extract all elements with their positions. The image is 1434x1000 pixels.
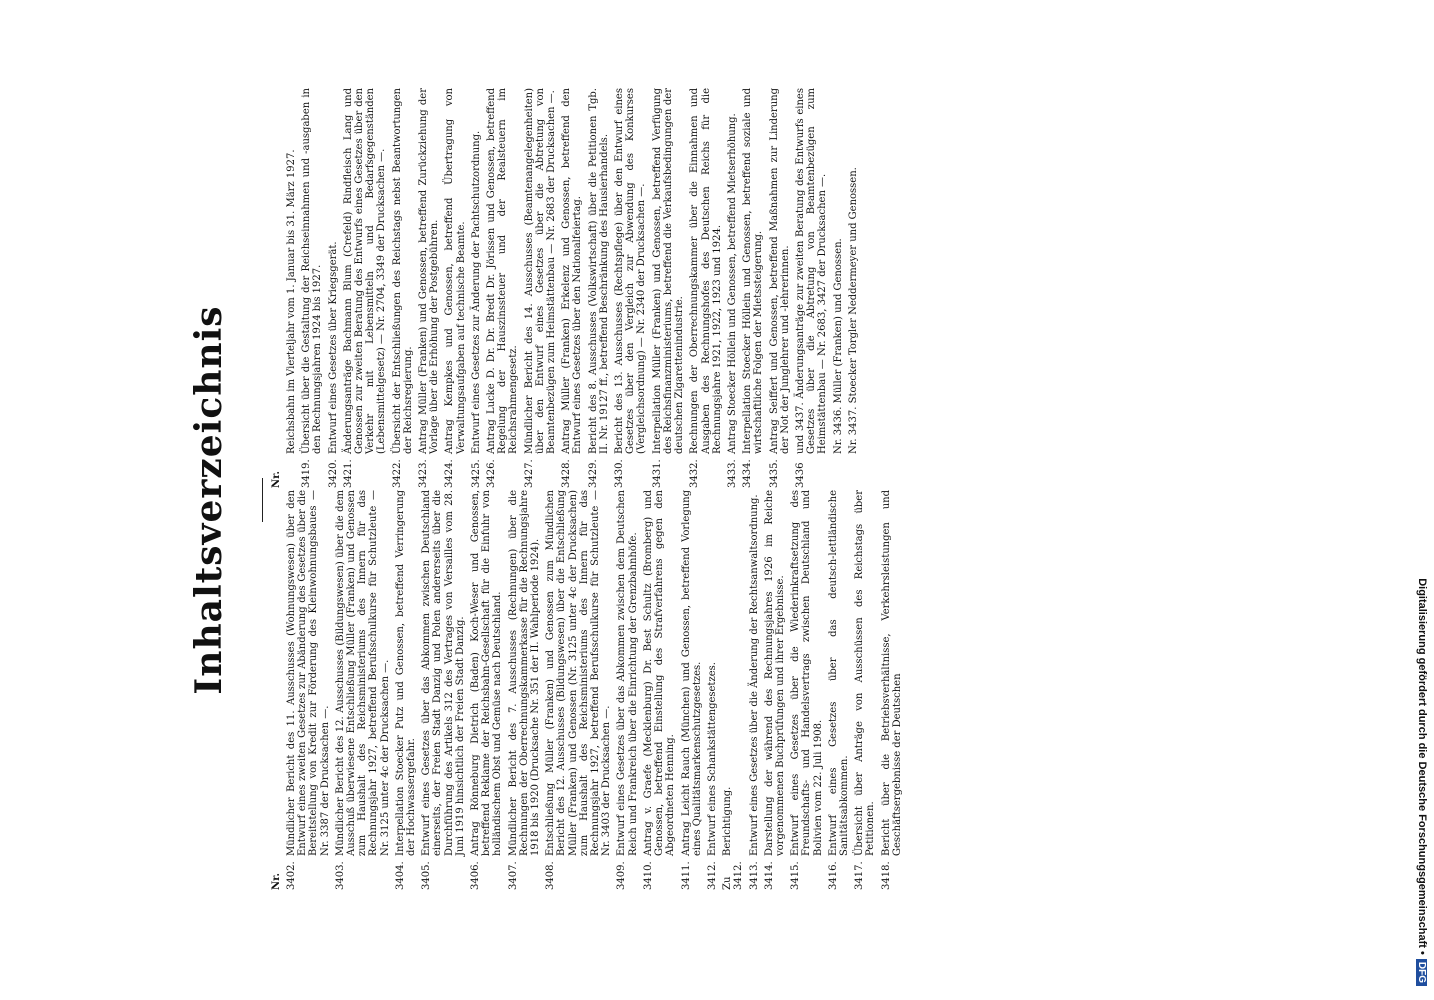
toc-entry [616,490,638,890]
entry-text: Antrag Leicht Rauch (München) und Genossen, betreffend Vorlegung eines Qualitätsmarkenschutzgesetzes. [680,490,703,856]
toc-entry [652,88,686,488]
entry-number: 3420. [327,459,339,488]
toc-entry [749,490,760,890]
entry-number: 3414. [763,861,775,890]
toc-entry [395,490,417,890]
entry-number: 3435. [768,459,780,488]
toc-entry [881,490,903,890]
entry-number: 3410. [642,861,654,890]
toc-entry [742,88,764,488]
entry-number [833,454,844,488]
toc-entry [614,88,648,488]
nr-header: Nr. [271,873,282,890]
entry-text: Antrag Müller (Franken) und Genossen, betreffend Zurückziehung der Vorlage über die Erhöhung der Postgebühren. [418,88,441,454]
left-entry-list [286,490,903,890]
toc-entry [707,490,718,890]
entry-text: Antrag Lucke D. Dr. Dr. Bredt Dr. Jörissen und Genossen, betreffend Regelung der Hauszinssteuer und der Realsteuern im Reichsrahmengesetz. [486,88,520,454]
toc-entry [392,88,414,488]
toc-entry [727,88,738,488]
entry-number: 3402. [286,861,297,890]
toc-entry [471,88,482,488]
entry-text: Entwurf eines Gesetzes über die Wiederinkraftsetzung des Freundschafts- und Handelsvertrags zwischen Deutschland und Bolivien vom 22. Juli 1908. [790,490,824,856]
entry-number: 3425. [470,459,482,488]
right-entry-list [286,88,859,488]
entry-text: Entwurf eines Gesetzes über Kriegsgerät. [327,241,339,454]
toc-entry [828,490,850,890]
entry-number: 3405. [421,861,433,890]
title-rule [262,478,263,522]
entry-number: 3430. [614,459,626,488]
entry-text: Entwurf eines Gesetzes zur Änderung der Pachtschutzordnung. [470,130,482,454]
funding-note [1412,10,1432,986]
toc-entry [643,490,677,890]
entry-text: Antrag Müller (Franken) Erkelenz und Genossen, betreffend den Entwurf eines Gesetzes über den Nationalfeiertag. [561,88,584,454]
toc-entry [444,88,466,488]
entry-number [286,454,297,488]
entry-text: Antrag Seiffert und Genossen, betreffend Maßnahmen zur Linderung der Not der Junglehrer und -lehrerinnen. [768,88,791,454]
entry-number: 3424. [444,459,456,488]
entry-text: Berichtigung. [722,786,734,856]
toc-entry [854,490,876,890]
toc-entry [524,88,558,488]
entry-text: Bericht über die Betriebsverhältnisse, Verkehrsleistungen und Geschäftsergebnisse der Deutschen [880,490,903,856]
entry-number: 3426. [486,459,498,488]
entry-number: 3434. [742,459,754,488]
entry-number: 3417. [854,861,866,890]
entry-number: 3419. [301,459,313,488]
entry-number: 3404. [394,861,406,890]
toc-entry [486,88,520,488]
entry-number: 3407. [507,861,519,890]
toc-entry [286,88,297,488]
toc-entry [335,490,391,890]
toc-entry [418,88,440,488]
toc-entry [588,88,610,488]
entry-text: Mündlicher Bericht des 11. Ausschusses (Wohnungswesen) über den Entwurf eines zweiten Gesetzes zur Abänderung des Gesetzes über die Bereitstellung von Kredit zur Förderung des Kleinwohnungsbaues — Nr. 3387 der Drucksachen —. [286,490,331,856]
toc-entry [689,88,723,488]
entry-text: Nr. 3437. Stoecker Torgler Neddermeyer und Genossen. [847,167,859,454]
entry-number: 3409. [616,861,628,890]
toc-entry [343,88,388,488]
entry-number: 3431. [651,459,663,488]
funding-sidebar [1410,10,1434,990]
entry-text: Entwurf eines Gesetzes über das Abkommen zwischen dem Deutschen Reich und Frankreich über die Einrichtung der Grenzbahnhöfe. [616,490,639,856]
entry-text: Übersicht der Entschließungen des Reichstags nebst Beantwortungen der Reichsregierung. [391,88,414,454]
left-column [268,490,907,890]
toc-entry [790,490,824,890]
entry-number: 3416. [827,861,839,890]
entry-text: Übersicht über die Gestaltung der Reichseinnahmen und -ausgaben in den Rechnungsjahren 1924 bis 1927. [301,88,324,454]
toc-entry [545,490,612,890]
entry-number: 3408. [545,861,557,890]
entry-number: 3423. [418,459,430,488]
entry-number: 3427. [523,459,535,488]
entry-number: 3413. [748,861,760,890]
toc-entry [508,490,542,890]
entry-number: 3422. [391,459,403,488]
entry-number: 3433. [726,459,738,488]
entry-text: und 3437. Änderungsanträge zur zweiten Beratung des Entwurfs eines Gesetzes über die Abtretung von Beamtenbezügen zum Heimstättenbau — Nr. 2683, 3427 der Drucksachen —. [794,88,829,454]
toc-entry [722,490,744,890]
toc-entry [833,88,844,488]
entry-text: Reichsbahn im Vierteljahr vom 1. Januar bis 31. März 1927. [286,149,297,454]
toc-entry [470,490,504,890]
entry-text: Änderungsanträge Bachmann Blum (Crefeld) Rindfleisch Lang und Genossen zur zweiten Beratung des Entwurfs eines Gesetzes über den Verkehr mit Lebensmitteln und Bedarfsgegenständen (Lebensmittelgesetz) — Nr. 2704, 3349 der Drucksachen —. [342,88,388,454]
entry-number: Zu 3412. [722,861,745,890]
toc-entry [421,490,466,890]
entry-text: Entwurf eines Gesetzes über das Abkommen zwischen Deutschland einerseits, der Freien Stadt Danzig und Polen andererseits über die Durchführung des Artikels 312 des Vertrages von Versailles vom 28. Juni 1919 hinsichtlich der Freien Stadt Danzig. [421,490,466,856]
entry-number: 3412. [706,861,718,890]
right-column [268,88,863,488]
toc-entry [681,490,703,890]
entry-number: 3429. [587,459,599,488]
entry-number: 3411. [680,861,692,890]
entry-text: Entschließung Müller (Franken) und Genossen zum Mündlichen Bericht des 12. Ausschusses (Bildungswesen) über die Entschließung Müller (Franken) und Genossen (Nr. 3125 unter 4c der Drucksachen) zum Haushalt des Reichsministeriums des Innern für das Rechnungsjahr 1927, betreffend Berufsschulkurse für Schutzleute — Nr. 3403 der Drucksachen —. [545,490,613,856]
entry-text: Interpellation Stoecker Putz und Genossen, betreffend Verringerung der Hochwassergefahr. [394,490,418,856]
dfg-logo: DFG [1417,959,1428,986]
entry-text: Entwurf eines Gesetzes über das deutsch-lettländische Sanitätsabkommen. [827,490,850,856]
entry-number: 3415. [790,861,802,890]
entry-text: Mündlicher Bericht des 12. Ausschusses (Bildungswesen) über die dem Ausschuß überwiesene Entschließung Müller (Franken) und Genossen zum Haushalt des Reichsministeriums des Innern für das Rechnungsjahr 1927, betreffend Berufsschulkurse für Schutzleute — Nr. 3125 unter 4c der Drucksachen —. [334,490,391,856]
entry-text: Darstellung der während des Rechnungsjahres 1926 im Reiche vorgenommenen Buchprüfungen und ihrer Ergebnisse. [763,490,786,856]
entry-number [848,454,859,488]
toc-entry [769,88,791,488]
entry-text: Bericht des 8. Ausschusses (Volkswirtschaft) über die Petitionen Tgb. II. Nr. 19127 ff., betreffend Beschränkung des Hausierhandels. [587,88,610,454]
entry-text: Übersicht über Anträge von Ausschüssen des Reichstags über Petitionen. [854,490,877,856]
entry-text: Interpellation Müller (Franken) und Genossen, betreffend Verfügung des Reichsfinanzministeriums, betreffend die Verkaufsbedingungen der deutschen Zigarettenindustrie. [651,88,686,454]
entry-text: Rechnungen der Oberrechnungskammer über die Einnahmen und Ausgaben des Rechnungshofes des Deutschen Reichs für die Rechnungsjahre 1921, 1922, 1923 und 1924. [689,88,723,454]
entry-text: Bericht des 13. Ausschusses (Rechtspflege) über den Entwurf eines Gesetzes über den Vergleich zur Abwendung des Konkurses (Vergleichsordnung) — Nr. 2340 der Drucksachen —. [614,88,648,454]
toc-entry [561,88,583,488]
entry-text: Antrag v. Graefe (Mecklenburg) Dr. Best Schultz (Bromberg) und Genossen, betreffend Einstellung des Strafverfahrens gegen den Abgeordneten Henning. [642,490,677,856]
toc-entry [848,88,859,488]
entry-text: Antrag Stoecker Höllein und Genossen, betreffend Mietserhöhung. [726,113,738,454]
nr-header: Nr. [271,471,282,488]
entry-text: Antrag Rönneburg Dietrich (Baden) Koch-Weser und Genossen, betreffend Reklame der Reichsbahn-Gesellschaft für die Einfuhr von holländischem Obst und Gemüse nach Deutschland. [470,490,504,856]
page-title: Inhaltsverzeichnis [188,305,230,695]
entry-number: 3436 [794,462,806,488]
entry-text: Mündlicher Bericht des 14. Ausschusses (Beamtenangelegenheiten) über den Entwurf eines Gesetzes über die Abtretung von Beamtenbezügen zum Heimstättenbau — Nr. 2683 der Drucksachen —. [523,88,558,454]
toc-entry [301,88,323,488]
entry-number: 3421. [342,459,354,488]
entry-number: 3418. [880,861,892,890]
entry-text: Entwurf eines Gesetzes über die Änderung der Rechtsanwaltsordnung. [748,494,760,856]
toc-entry [795,88,829,488]
funding-text: Digitalisierung gefördert durch die Deutsche Forschungsgemeinschaft • [1416,578,1428,955]
entry-text: Mündlicher Bericht des 7. Ausschusses (Rechnungen) über die Rechnungen der Oberrechnungskammerkasse für die Rechnungsjahre 1918 bis 1920 (Drucksache Nr. 351 der II. Wahlperiode 1924). [507,490,542,856]
toc-entry [286,490,331,890]
entry-number: 3406. [470,861,482,890]
toc-entry [328,88,339,488]
entry-text: Interpellation Stoecker Höllein und Genossen, betreffend soziale und wirtschaftliche Folgen der Mietssteigerung. [742,88,765,454]
toc-entry [764,490,786,890]
entry-number: 3428. [561,459,573,488]
entry-text: Nr. 3436. Müller (Franken) und Genossen. [832,238,844,454]
entry-number: 3432. [689,459,701,488]
entry-text: Antrag Kempkes und Genossen, betreffend Übertragung von Verwaltungsaufgaben auf technische Beamte. [444,88,467,454]
entry-text: Entwurf eines Schankstättengesetzes. [706,662,718,856]
entry-number: 3403. [334,861,346,890]
